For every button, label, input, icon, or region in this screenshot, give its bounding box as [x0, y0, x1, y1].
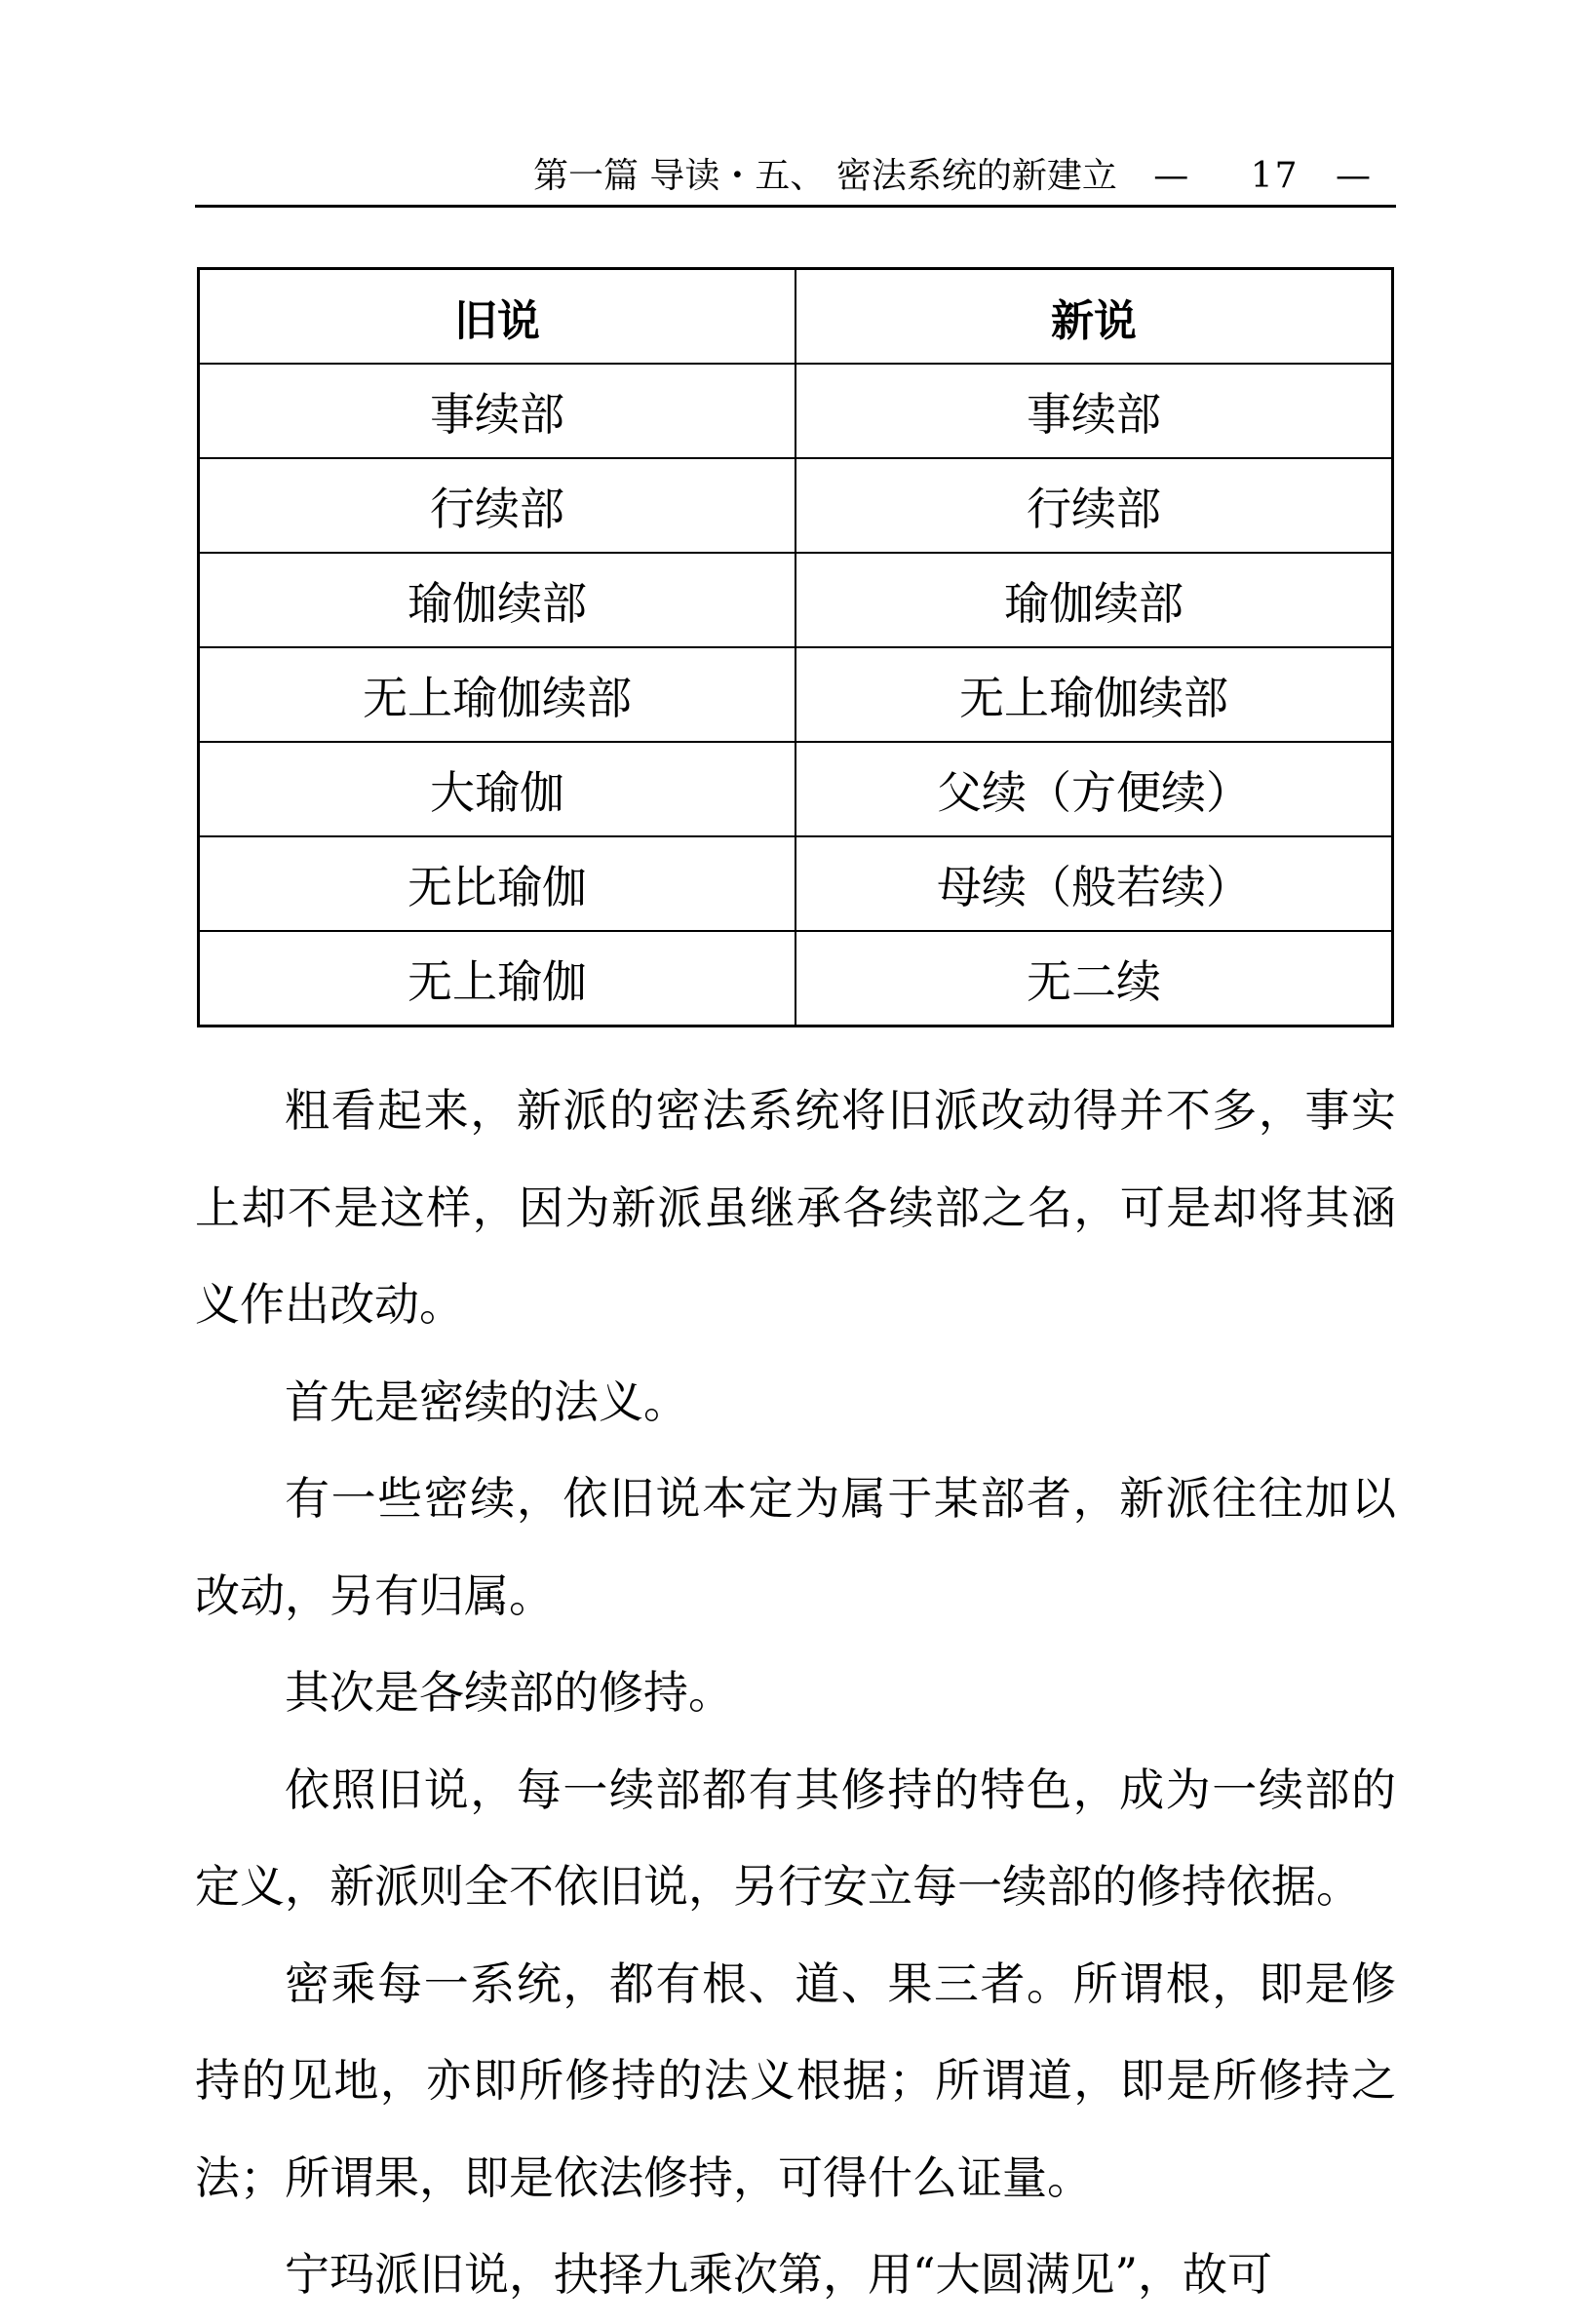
- comparison-table: [197, 267, 1394, 1027]
- table-cell-old: 行续部: [199, 458, 796, 553]
- table-row: [199, 836, 1393, 931]
- table-row: [199, 553, 1393, 647]
- table-row: [199, 931, 1393, 1026]
- table-cell-old: 无上瑜伽续部: [199, 647, 796, 742]
- page-number: 17: [1250, 156, 1300, 196]
- table-row: [199, 742, 1393, 836]
- table-cell-old: 无上瑜伽: [199, 931, 796, 1026]
- table-header-row: [199, 269, 1393, 365]
- paragraph: 密乘每一系统，都有根、道、果三者。所谓根，即是修持的见地，亦即所修持的法义根据；所谓道，即是所修持之法；所谓果，即是依法修持，可得什么证量。: [195, 1956, 1396, 2204]
- header-title: 第一篇 导读・五、 密法系统的新建立: [532, 156, 1117, 196]
- paragraph: 有一些密续，依旧说本定为属于某部者，新派往往加以改动，另有归属。: [195, 1472, 1396, 1622]
- table-cell-new: 无二续: [796, 931, 1393, 1026]
- running-header: [195, 148, 1396, 208]
- table-row: [199, 647, 1393, 742]
- table-cell-new: 行续部: [796, 458, 1393, 553]
- table-cell-new: 事续部: [796, 364, 1393, 458]
- table-cell-new: 瑜伽续部: [796, 553, 1393, 647]
- header-dash-right: —: [1336, 156, 1371, 196]
- table-cell-new: 父续（方便续）: [796, 742, 1393, 836]
- table-cell-old: 事续部: [199, 364, 796, 458]
- table-cell-old: 大瑜伽: [199, 742, 796, 836]
- paragraph: 宁玛派旧说，抉择九乘次第，用“大圆满见”，故可: [285, 2248, 1273, 2301]
- table-row: [199, 364, 1393, 458]
- paragraph: 粗看起来，新派的密法系统将旧派改动得并不多，事实上却不是这样，因为新派虽继承各续部之名，可是却将其涵义作出改动。: [195, 1084, 1396, 1331]
- paragraph: 依照旧说，每一续部都有其修持的特色，成为一续部的定义，新派则全不依旧说，另行安立每一续部的修持依据。: [195, 1762, 1396, 1913]
- table-cell-old: 无比瑜伽: [199, 836, 796, 931]
- table-cell-old: 瑜伽续部: [199, 553, 796, 647]
- table-cell-new: 无上瑜伽续部: [796, 647, 1393, 742]
- table-row: [199, 458, 1393, 553]
- column-header-old: 旧说: [199, 269, 796, 365]
- header-dash-left: —: [1153, 156, 1189, 196]
- paragraph: 首先是密续的法义。: [285, 1375, 688, 1428]
- paragraph: 其次是各续部的修持。: [285, 1666, 733, 1719]
- column-header-new: 新说: [796, 269, 1393, 365]
- body-text: [195, 1063, 1396, 2324]
- table-cell-new: 母续（般若续）: [796, 836, 1393, 931]
